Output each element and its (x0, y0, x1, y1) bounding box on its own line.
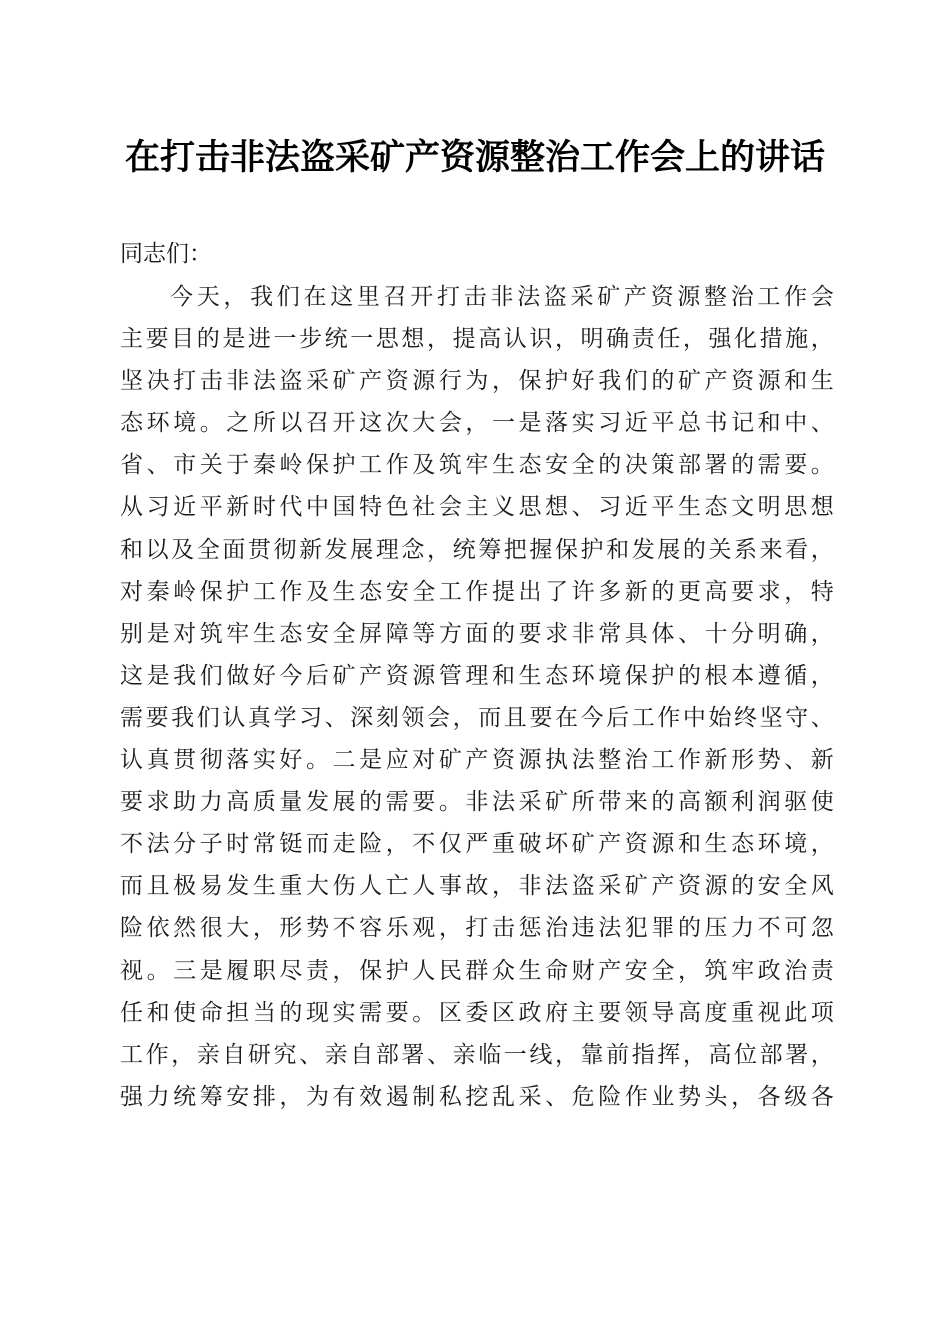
body-line: 要求助力高质量发展的需要。非法采矿所带来的高额利润驱使 (120, 789, 834, 816)
body-line: 主要目的是进一步统一思想，提高认识，明确责任，强化措施， (120, 326, 834, 353)
body-line: 认真贯彻落实好。二是应对矿产资源执法整治工作新形势、新 (120, 747, 834, 774)
body-line: 和以及全面贯彻新发展理念，统筹把握保护和发展的关系来看， (120, 536, 834, 563)
body-line: 别是对筑牢生态安全屏障等方面的要求非常具体、十分明确， (120, 620, 834, 647)
body-line: 需要我们认真学习、深刻领会，而且要在今后工作中始终坚守、 (120, 704, 834, 731)
body-line: 这是我们做好今后矿产资源管理和生态环境保护的根本遵循， (120, 662, 834, 689)
body-line: 而且极易发生重大伤人亡人事故，非法盗采矿产资源的安全风 (120, 873, 834, 900)
body-line: 今天，我们在这里召开打击非法盗采矿产资源整治工作会 (170, 284, 834, 310)
body-line: 不法分子时常铤而走险，不仅严重破坏矿产资源和生态环境， (120, 831, 834, 858)
salutation: 同志们： (120, 241, 212, 267)
body-line: 坚决打击非法盗采矿产资源行为，保护好我们的矿产资源和生 (120, 368, 834, 395)
body-line: 从习近平新时代中国特色社会主义思想、习近平生态文明思想 (120, 494, 834, 521)
document-body (120, 276, 834, 1118)
body-line: 省、市关于秦岭保护工作及筑牢生态安全的决策部署的需要。 (120, 452, 834, 479)
document-title: 在打击非法盗采矿产资源整治工作会上的讲话 (124, 137, 825, 178)
body-line: 强力统筹安排，为有效遏制私挖乱采、危险作业势头，各级各 (120, 1083, 834, 1110)
body-line: 任和使命担当的现实需要。区委区政府主要领导高度重视此项 (120, 999, 834, 1026)
body-line: 态环境。之所以召开这次大会，一是落实习近平总书记和中、 (120, 410, 834, 437)
body-line: 工作，亲自研究、亲自部署、亲临一线，靠前指挥，高位部署， (120, 1041, 834, 1068)
body-line: 对秦岭保护工作及生态安全工作提出了许多新的更高要求，特 (120, 578, 834, 605)
body-line: 视。三是履职尽责，保护人民群众生命财产安全，筑牢政治责 (120, 957, 834, 984)
body-line: 险依然很大，形势不容乐观，打击惩治违法犯罪的压力不可忽 (120, 915, 834, 942)
